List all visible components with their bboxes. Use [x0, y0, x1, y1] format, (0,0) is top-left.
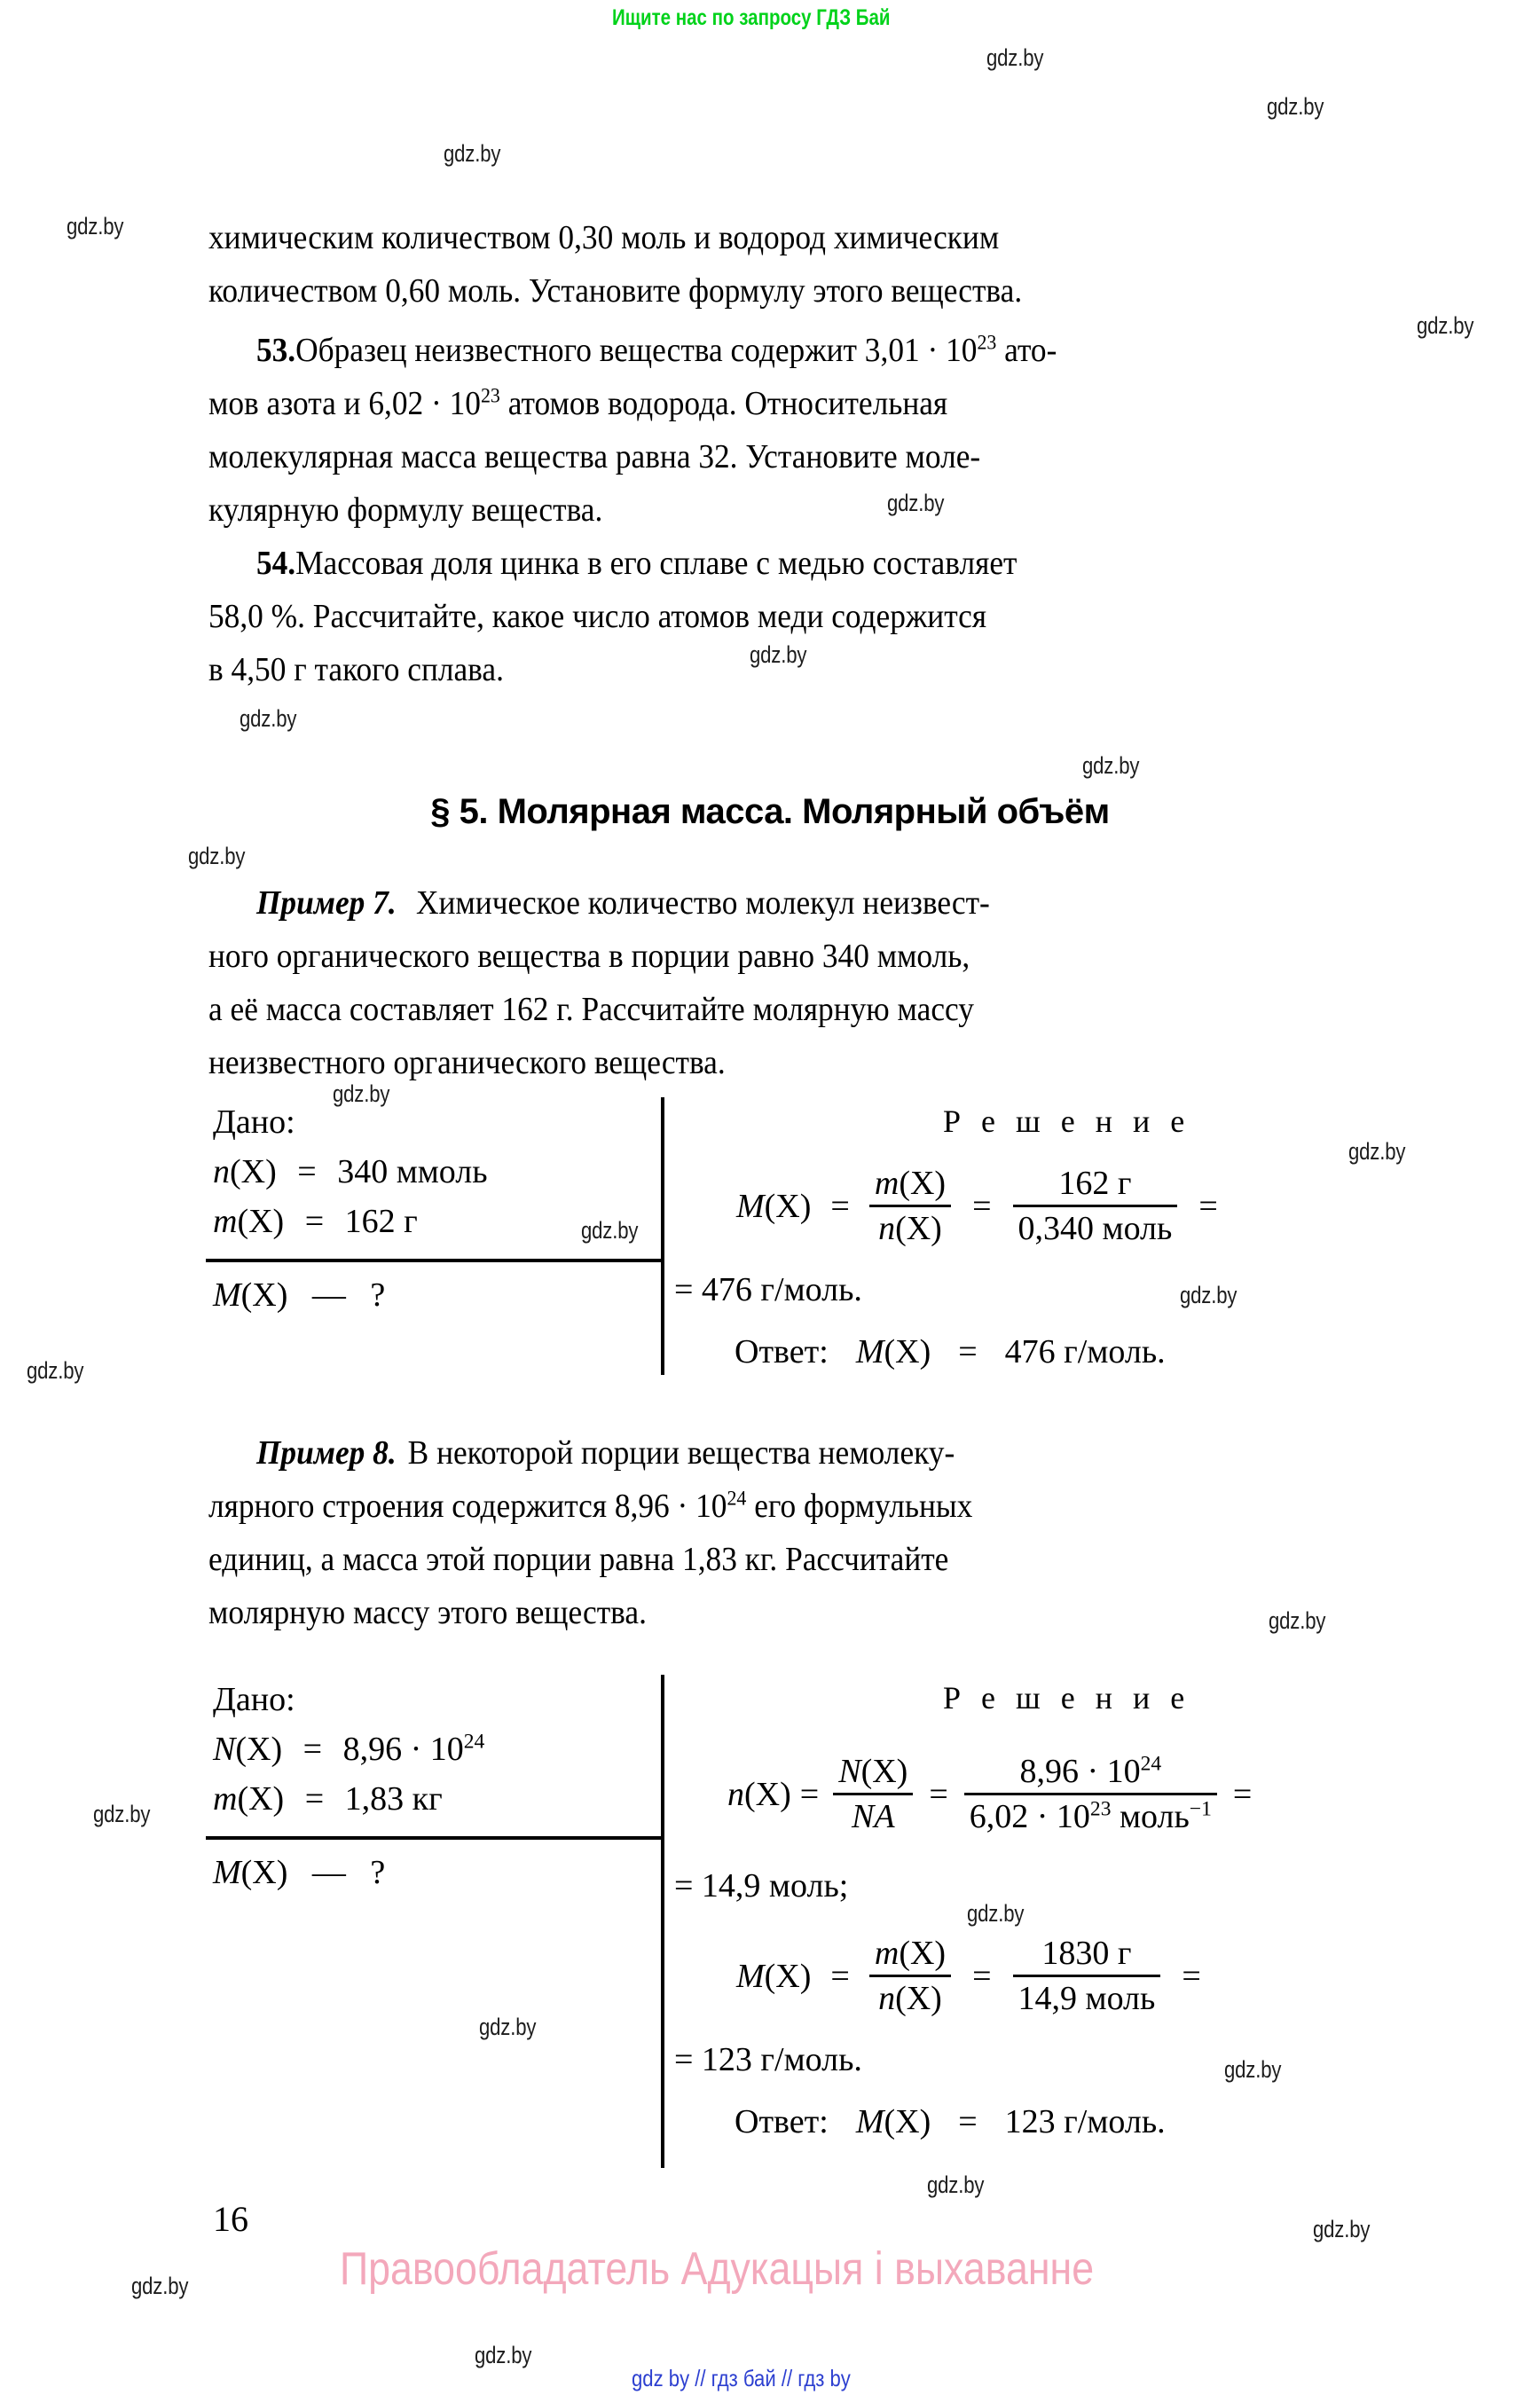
given-title: Дано: [213, 1103, 295, 1141]
given-row: m(X) = 1,83 кг [213, 1780, 443, 1818]
exponent: 23 [977, 331, 997, 355]
copyright-watermark: Правообладатель Адукацыя і выхаванне [340, 2243, 1095, 2295]
example-7-line-3: а её масса составляет 162 г. Рассчитайте молярную массу [208, 991, 974, 1028]
section-heading: § 5. Молярная масса. Молярный объём [430, 792, 1110, 831]
example-7-line-2: ного органического вещества в порции равно 340 ммоль, [208, 938, 970, 975]
example-7-result: = 476 г/моль. [674, 1271, 862, 1308]
exercise-54-line-2: 58,0 %. Рассчитайте, какое число атомов меди содержится [208, 598, 987, 635]
example-7-divider [661, 1097, 664, 1375]
gdz-watermark: gdz.by [1224, 2056, 1282, 2083]
continued-line-2: количеством 0,60 моль. Установите формулу этого вещества. [208, 272, 1023, 310]
promo-banner: Ищите нас по запросу ГДЗ Бай [612, 5, 891, 30]
example-7-find: M(X) — ? [213, 1276, 386, 1314]
fraction-162-over-0340: $\frac{162 г}{\text{0,340 моль}}$ [1013, 1164, 1178, 1248]
example-7-answer: Ответ: M(X) = 476 г/моль. [735, 1333, 1166, 1370]
continued-line-1: химическим количеством 0,30 моль и водород химическим [208, 219, 1000, 256]
example-7-line-4: неизвестного органического вещества. [208, 1044, 726, 1081]
given-row: $N(X) = 8,96 \cdot 10^{24}$ [213, 1730, 485, 1768]
exponent: 24 [727, 1487, 747, 1511]
fraction-1830-over-149: $\frac{1830 г}{\text{14,9 моль}}$ [1013, 1934, 1161, 2018]
exponent: 23 [1089, 1797, 1112, 1821]
gdz-watermark: gdz.by [887, 490, 945, 516]
fraction-m-over-n: $\frac{m(X)}{n(X)}$ [869, 1934, 951, 2018]
example-8-label: Пример 8. [255, 1434, 397, 1472]
example-8-result-n: = 14,9 моль; [674, 1867, 849, 1904]
example-8-solution-title: Р е ш е н и е [943, 1680, 1191, 1716]
exercise-54 [208, 537, 1362, 696]
gdz-watermark: gdz.by [750, 641, 807, 668]
example-7-intro [208, 876, 1362, 1089]
given-row: m(X) = 162 г [213, 1203, 418, 1240]
fraction-m-over-n: $\frac{m(X)}{n(X)}$ [869, 1164, 951, 1248]
exercise-53-line-1: 53.Образец неизвестного вещества содержит $3,01 \cdot 10^{23}$ ато- [255, 331, 1057, 369]
fraction-N-over-NA: $\frac{N(X)}{NA}$ [833, 1752, 913, 1836]
gdz-watermark: gdz.by [27, 1357, 84, 1384]
exponent: −1 [1189, 1797, 1212, 1821]
gdz-watermark: gdz.by [444, 140, 501, 167]
exercise-53-line-2: мов азота и $6,02 \cdot 10^{23}$ атомов водорода. Относительная [208, 384, 948, 422]
exercise-53-line-4: кулярную формулу вещества. [208, 491, 603, 529]
exponent: 24 [1140, 1752, 1162, 1776]
gdz-watermark: gdz.by [581, 1217, 639, 1244]
given-row: n(X) = 340 ммоль [213, 1153, 488, 1190]
example-8-intro [208, 1426, 1362, 1639]
exercise-53-number: 53. [255, 332, 296, 369]
gdz-watermark: gdz.by [131, 2273, 189, 2299]
example-7-given [213, 1097, 488, 1246]
example-8-result-m: = 123 г/моль. [674, 2041, 862, 2078]
gdz-watermark: gdz.by [1082, 752, 1140, 779]
example-7-solution-title: Р е ш е н и е [943, 1103, 1191, 1139]
gdz-watermark: gdz.by [188, 843, 246, 869]
exercise-54-line-3: в 4,50 г такого сплава. [208, 651, 504, 688]
gdz-watermark: gdz.by [986, 44, 1044, 71]
exercise-54-line-1: 54.Массовая доля цинка в его сплаве с медью составляет [255, 545, 1018, 582]
example-8-line-3: единиц, а масса этой порции равна 1,83 кг. Рассчитайте [208, 1541, 949, 1578]
example-8-line-4: молярную массу этого вещества. [208, 1594, 647, 1631]
gdz-watermark: gdz.by [1313, 2216, 1371, 2242]
example-8-given [213, 1675, 484, 1824]
exponent: 23 [480, 384, 500, 408]
given-title: Дано: [213, 1681, 295, 1718]
gdz-watermark: gdz.by [967, 1900, 1025, 1927]
gdz-watermark: gdz.by [333, 1080, 390, 1107]
gdz-watermark: gdz.by [1417, 312, 1474, 339]
gdz-watermark: gdz.by [927, 2171, 985, 2198]
gdz-watermark: gdz.by [475, 2342, 532, 2368]
example-7-line-1: Пример 7. Химическое количество молекул неизвест- [255, 884, 990, 922]
example-8-line-1: Пример 8. В некоторой порции вещества немолеку- [255, 1434, 955, 1472]
gdz-watermark: gdz.by [67, 213, 124, 240]
exercise-53-line-3: молекулярная масса вещества равна 32. Установите моле- [208, 438, 981, 475]
example-7-formula: M (X) = $\frac{m(X)}{n(X)}$ = $\frac{162 г}{\text{0,340 моль}}$ = [736, 1165, 1218, 1247]
example-7-label: Пример 7. [255, 884, 397, 922]
example-8-find: M(X) — ? [213, 1854, 386, 1891]
example-7-given-rule [206, 1259, 663, 1262]
continued-paragraph [208, 211, 1362, 318]
gdz-watermark: gdz.by [1348, 1138, 1406, 1165]
exponent: 24 [463, 1730, 485, 1754]
gdz-watermark: gdz.by [1180, 1282, 1238, 1308]
footer-links[interactable]: gdz by // гдз бай // гдз by [632, 2365, 851, 2391]
example-8-answer: Ответ: M(X) = 123 г/моль. [735, 2103, 1166, 2140]
gdz-watermark: gdz.by [1269, 1607, 1326, 1634]
gdz-watermark: gdz.by [240, 705, 297, 732]
example-8-formula-n: n (X) = $\frac{N(X)}{NA}$ = $\frac{8,96 \cdot 10^{24}}{6,02 \cdot 10^{23} моль^{-1}}$ = [727, 1752, 1253, 1835]
example-8-divider [661, 1675, 664, 2168]
gdz-watermark: gdz.by [1267, 93, 1324, 120]
exercise-54-number: 54. [255, 545, 296, 582]
gdz-watermark: gdz.by [479, 2014, 537, 2040]
exercise-53 [208, 324, 1362, 537]
page-number: 16 [213, 2199, 248, 2239]
example-8-given-rule [206, 1836, 663, 1840]
gdz-watermark: gdz.by [93, 1801, 151, 1827]
fraction-896e24-over-602e23: $\frac{8,96 \cdot 10^{24}}{6,02 \cdot 10^{23} моль^{-1}}$ [964, 1752, 1217, 1836]
example-8-line-2: лярного строения содержится $8,96 \cdot 10^{24}$ его формульных [208, 1487, 973, 1525]
example-8-formula-m: M (X) = $\frac{m(X)}{n(X)}$ = $\frac{1830 г}{\text{14,9 моль}}$ = [736, 1935, 1201, 2017]
